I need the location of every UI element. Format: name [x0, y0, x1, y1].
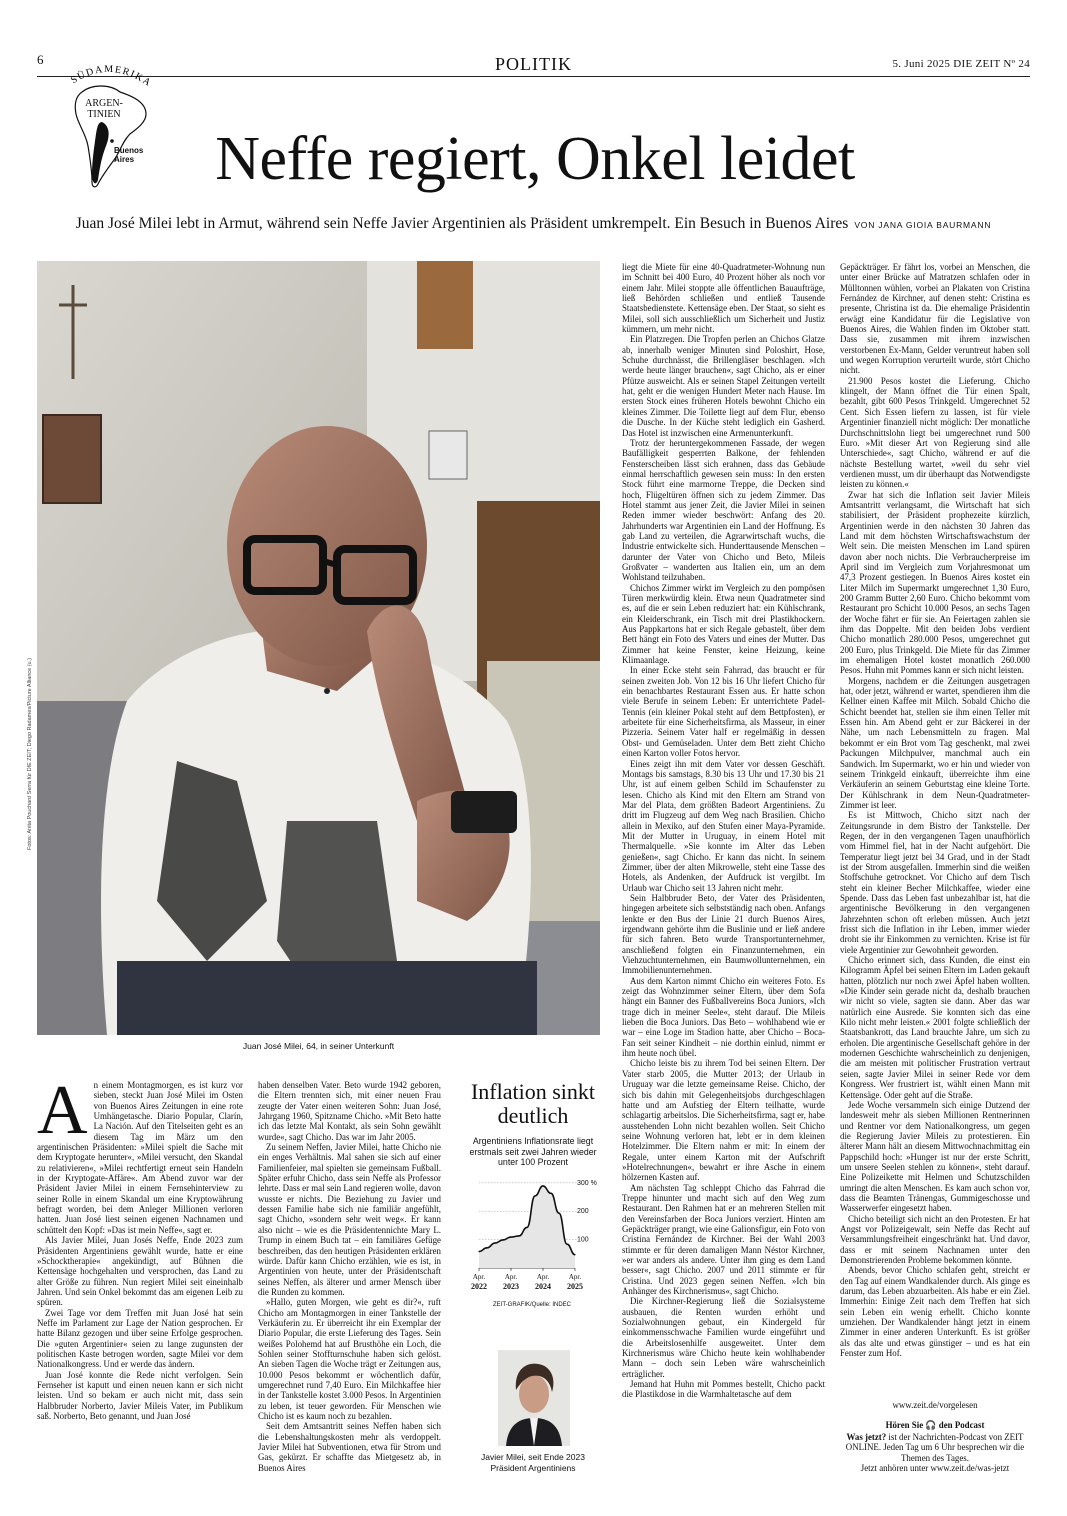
chart-title: Inflation sinkt deutlich	[470, 1079, 596, 1128]
article-paragraph: Morgens, nachdem er die Zeitungen ausgetragen hat, oder jetzt, während er wartet, spendieren ihm die Kellner einen Kaffee mit Milch. Sobald Chicho die Schicht beendet hat, stellen sie ihm einen Teller mit Essen hin. Am Abend geht er zur Bäckerei in der Nähe, um nach Lebensmitteln zu fragen. Mal bekommt er ein Brot vom Tag geschenkt, mal zwei Packungen Milchpulver, manchmal auch ein Sandwich. Im Supermarkt, wo er hin und wieder von seinem Trinkgeld einkauft, überreichte ihm eine Verkäuferin an seinem Geburtstag eine kleine Torte. Der Kühlschrank in dem Neun-Quadratmeter-Zimmer ist leer.	[840, 675, 1030, 810]
dateline: 5. Juni 2025 DIE ZEIT Nº 24	[892, 58, 1030, 70]
locator-map	[62, 62, 154, 190]
data-point	[534, 1195, 535, 1196]
article-paragraph: n einem Montagmorgen, es ist kurz vor sieben, steckt Juan José Milei im Osten von Buenos Aires Zeitungen in eine rote Umhängetasche. Diario Popular, Clarín, La Nación. Auf den Titelseiten geht es an diesem Tag im März um den argentinischen Präsidenten: »Milei spielt die Sache mit dem Kryptogate herunter«, »Milei versucht, den Skandal zu relativieren«, »Milei rechtfertigt erneut sein Handeln in der Kryptogate-Affäre«. Am Abend zuvor war der Präsident Javier Milei in einem Fernsehinterview zu seiner Rolle in einem Skandal um eine Kryptowährung befragt worden, bei dem Anleger Millionen verloren hatten. Juan José liest seinen eigenen Nachnamen und schüttelt den Kopf: »Das ist mein Neffe«, sagt er.	[37, 1080, 243, 1235]
data-point	[574, 1254, 575, 1255]
data-point	[478, 1251, 479, 1252]
article-paragraph: Eines zeigt ihn mit dem Vater vor dessen Geschäft. Montags bis samstags, 8.30 bis 13 Uhr und 17.30 bis 21 Uhr, ist auf einem gelben Schild im Schaufenster zu lesen. Chicho als Kind mit den Eltern am Strand von Mar del Plata, dem größten Badeort Argentiniens. Zu dritt im Flugzeug auf dem Weg nach Brasilien. Chicho allein in Mexiko, auf den Stufen einer Maya-Pyramide. Mit der Mutter in Uruguay, in einem Hotel mit Thermalquelle. »Sie konnte im Alter das Leben genießen«, sagt Chicho. Er kann das nicht. In seinem Zimmer, über der alten Mikrowelle, steht eine Tasse des Hotels, als Andenken, der Aufdruck ist vergilbt. Im Urlaub war Chicho seit 13 Jahren nicht mehr.	[622, 758, 825, 893]
data-point	[502, 1239, 503, 1240]
x-tick-year: 2022	[471, 1282, 487, 1291]
podcast-promo: Hören Sie 🎧 den Podcast	[885, 1420, 985, 1432]
data-point	[542, 1185, 543, 1186]
main-photo	[37, 261, 600, 1035]
article-paragraph: Zwar hat sich die Inflation seit Javier Mileis Amtsantritt verlangsamt, die Wirtschaft hat sich stabilisiert, der Präsident prophezeite kürzlich, Argentinien werde in den nächsten 30 Jahren das Land mit dem höchsten Wirtschaftswachstum der Welt sein. Die meisten Menschen im Land spüren davon aber noch nichts. Die Verbraucherpreise im April sind im Vergleich zum Vorjahresmonat um 47,3 Prozent gestiegen. In Buenos Aires kostet ein Liter Milch im Supermarkt umgerechnet 1,30 Euro, 200 Gramm Butter 2,60 Euro. Chicho bekommt vom Restaurant pro Schicht 10.000 Pesos, an sechs Tagen der Woche fährt er für sie. An Feiertagen zahlen sie ihm das Doppelte. Mit den beiden Jobs verdient Chicho monatlich 280.000 Pesos, umgerechnet gut 200 Euro, plus Trinkgeld. Die Miete für das Zimmer im ehemaligen Hotel kostet monatlich 260.000 Pesos. Huhn mit Pommes kann er sich nicht leisten.	[840, 489, 1030, 676]
podcast-description: Was jetzt? ist der Nachrichten-Podcast von ZEIT ONLINE. Jeden Tag um 6 Uhr besprechen wir die Themen des Tages.	[845, 1431, 1025, 1463]
article-paragraph: 21.900 Pesos kostet die Lieferung. Chicho klingelt, der Mann öffnet die Tür einen Spalt, bezahlt, gibt 600 Pesos Trinkgeld. Umgerechnet 52 Cent. Sich Essen liefern zu lassen, ist für viele Argentinier finanziell nicht möglich: Der monatliche Durchschnittslohn liegt bei umgerechnet rund 500 Euro. »Mit dieser Art von Regierung sind alle Unterschiede«, sagt Chicho, während er auf die nächste Bestellung wartet, »weil du sehr viel verdienen musst, um dir überhaupt das Notwendigste leisten zu können.«	[840, 375, 1030, 490]
x-tick-label: Apr.	[568, 1273, 582, 1281]
chart-source: ZEIT-GRAFIK/Quelle: INDEC	[493, 1302, 572, 1308]
article-column-1	[37, 1080, 243, 1485]
article-paragraph: Gepäckträger. Er fährt los, vorbei an Menschen, die unter einer Brücke auf Matratzen schlafen oder in Mülltonnen wühlen, vorbei an Plakaten von Cristina Fernández de Kirchner, auf denen steht: Cristina es presente, Christina ist da. Die ehemalige Präsidentin erwägt eine Kandidatur für die Legislative von Buenos Aires, die Wahlen finden im Oktober statt. Dass sie, zusammen mit ihrem inzwischen verstorbenen Ex-Mann, Gelder veruntreut haben soll und wegen Korruption verurteilt wurde, stört Chicho nicht.	[840, 262, 1030, 376]
article-paragraph: Juan José konnte die Rede nicht verfolgen. Sein Fernseher ist kaputt und einen neuen kann er sich nicht leisten. Und so bekam er auch nicht mit, dass sein Halbbruder Norberto, Javier Mileis Vater, im Publikum saß. Norberto, Beto genannt, und Juan José	[37, 1369, 243, 1421]
x-tick-label: Apr.	[536, 1273, 550, 1281]
article-paragraph: Zu seinem Neffen, Javier Milei, hatte Chicho nie ein enges Verhältnis. Mal sahen sie sich auf einer Familienfeier, mal spielten sie gemeinsam Fußball. Später erfuhr Chicho, dass sein Neffe als Professor lehrte. Dass er mal sein Land regieren wolle, davon wusste er nichts. Die Beziehung zu Javier und dessen Familie habe sich nie familiär angefühlt, sagt Chicho, »sondern sehr weit weg«. Er kann also nicht – wie es die Präsidentennichte Mary L. Trump in einem Buch tat – ein familiäres Gefüge beschreiben, das den heutigen Präsidenten erklären würde. Dafür kann Chicho erzählen, wie es ist, in Argentinien von heute, unter der Präsidentschaft seines Neffen, als älterer und armer Mensch über die Runden zu kommen.	[258, 1142, 441, 1297]
chart-subtitle: Argentiniens Inflationsrate liegt erstmals seit zwei Jahren wieder unter 100 Prozent	[469, 1136, 597, 1167]
inflation-chart	[463, 1172, 603, 1304]
header-rule	[37, 76, 1030, 77]
x-tick-label: Apr.	[504, 1273, 518, 1281]
portrait-illustration	[37, 261, 600, 1035]
y-tick-label: 300 %	[577, 1179, 597, 1187]
map-city-label: Buenos Aires	[114, 146, 144, 164]
article-paragraph: Chicho beteiligt sich nicht an den Protesten. Er hat Angst vor Polizeigewalt, sein Neffe das Recht auf Versammlungsfreiheit eingeschränkt hat. Und davor, dass er mit seinem Nachnamen unter den Demonstrierenden Probleme bekommen könnte.	[840, 1213, 1030, 1265]
data-point	[558, 1213, 559, 1214]
article-paragraph: haben denselben Vater. Beto wurde 1942 geboren, die Eltern trennten sich, mit einer neuen Frau zeugte der Vater einen weiteren Sohn: Juan José, Jahrgang 1960, Spitzname Chicho. »Mit Beto hatte ich das letzte Mal Kontakt, als sein Sohn gewählt wurde«, sagt Chicho. Das war im Jahr 2005.	[258, 1080, 441, 1142]
x-tick-year: 2025	[567, 1282, 583, 1291]
page-number: 6	[37, 52, 44, 67]
article-paragraph: Sein Halbbruder Beto, der Vater des Präsidenten, hingegen arbeitete sich selbstständig nach oben. Anfangs lenkte er den Bus der Linie 21 durch Buenos Aires, irgendwann gehörte ihm die Buslinie und er ließ andere für sich fahren. Beto wurde Transportunternehmer, anschließend folgten ein Finanzunternehmen, ein Viehzuchtunternehmen, ein Baumwollunternehmen, ein Immobilienunternehmen.	[622, 892, 825, 976]
data-point	[486, 1247, 487, 1248]
data-point	[494, 1242, 495, 1243]
article-paragraph: Jede Woche versammeln sich einige Dutzend der landesweit mehr als sieben Millionen Rentnerinnen und Rentner vor dem Nationalkongress, um gegen die Regierung Javier Mileis zu protestieren. Ein älterer Mann hält an diesem Mittwochnachmittag ein Pappschild hoch: »Hunger ist nur der erste Schritt, um unsere Seelen stehlen zu können«, steht darauf. Eine Polizeikette mit Helmen und Schutzschilden umringt die alten Menschen. Es kam auch schon vor, dass die Beamten Tränengas, Gummigeschosse und Wasserwerfer eingesetzt haben.	[840, 1099, 1030, 1214]
article-paragraph: Chicho leiste bis zu ihrem Tod bei seinen Eltern. Der Vater starb 2005, die Mutter 2013; der Urlaub in Uruguay war die letzte gemeinsame Reise. Chicho, der sich bis dahin mit Gelegenheitsjobs durchgeschlagen hatte und am Aufstieg der Eltern teilhatte, wurde schlagartig arbeitslos. Die Sicherheitsfirma, sagt er, habe ausstehenden Lohn nicht bezahlen wollen. Seit Chicho seine Wohnung verloren hat, lebt er in dem kleinen Hotelzimmer. Die Eltern nahm er mit: In einem der Regale, unter einem Karton mit der Aufschrift »Hotelrechnungen«, bewahrt er ihre Asche in einem hölzernen Kasten auf.	[622, 1058, 825, 1183]
map-region-label: SÜDAMERIKA	[69, 63, 154, 90]
article-paragraph: Jemand hat Huhn mit Pommes bestellt, Chicho packt die Plastikdose in die Warmhaltetasche auf dem	[622, 1379, 825, 1400]
south-america-map-icon	[62, 62, 154, 190]
photo-caption: Juan José Milei, 64, in seiner Unterkunft	[242, 1041, 395, 1051]
article-paragraph: Ein Platzregen. Die Tropfen perlen an Chichos Glatze ab, innerhalb weniger Minuten sind Poloshirt, Hose, Schuhe durchnässt, die Brillengläser beschlagen. »Ich werde heute länger brauchen«, sagt Chicho, als er einer Pfütze ausweicht. Als er seinen Stapel Zeitungen verteilt hat, geht er die wenigen Hundert Meter nach Hause. Im ersten Stock eines früheren Hotels bewohnt Chicho ein kleines Zimmer. Die Toilette liegt auf dem Flur, ebenso die Dusche. In der Küche steht lediglich ein Gasherd. Das Hotel ist inzwischen eine Armenunterkunft.	[622, 334, 825, 438]
article-paragraph: Trotz der heruntergekommenen Fassade, der wegen Baufälligkeit gesperrten Balkone, der fehlenden Fensterscheiben lässt sich erahnen, dass das Gebäude einmal herrschaftlich gewesen sein muss: In den ersten Stock führt eine marmorne Treppe, die Decken sind hoch, Flügeltüren öffnen sich zu jedem Zimmer. Das Hotel stammt aus jener Zeit, die Javier Milei in seinen Reden immer wieder beschwört: Anfang des 20. Jahrhunderts war Argentinien ein Land der Hoffnung. Es gab Land zu verteilen, die Agrarwirtschaft wuchs, die Industrie entwickelte sich. Hunderttausende Menschen – darunter der Vater von Chicho und Beto, Mileis Großvater – wanderten aus Italien ein, um an dem Wohlstand teilzuhaben.	[622, 437, 825, 583]
article-paragraph: Als Javier Milei, Juan Josés Neffe, Ende 2023 zum Präsidenten Argentiniens gewählt wurde, hatte er eine »Schocktherapie« angekündigt, auf Bühnen die Kettensäge hochgehalten und versprochen, das Land zu alter Größe zu führen. Nun regiert Milei seit eineinhalb Jahren. Und sein Onkel bekommt das am eigenen Leib zu spüren.	[37, 1235, 243, 1308]
inset-caption: Javier Milei, seit Ende 2023 Präsident Argentiniens	[481, 1452, 585, 1473]
x-tick-year: 2023	[503, 1282, 519, 1291]
article-paragraph: »Hallo, guten Morgen, wie geht es dir?«, ruft Chicho am Montagmorgen in einer Tankstelle der Verkäuferin zu. Er überreicht ihr ein Exemplar der Diario Popular, die erste Lieferung des Tages. Sein weißes Polohemd hat auf Brusthöhe ein Loch, die Sohlen seiner Stoffturnschuhe haben sich gelöst. An sieben Tagen die Woche trägt er Zeitungen aus, 10.000 Pesos bekommt er wöchentlich dafür, umgerechnet rund 7,40 Euro. Ein Milchkaffee hier in der Tankstelle kostet 3.000 Pesos. In Argentinien zu leben, ist teuer geworden. Für Menschen wie Chicho ist es kaum noch zu bezahlen.	[258, 1297, 441, 1421]
article-paragraph: Die Kirchner-Regierung ließ die Sozialsysteme ausbauen, die Renten wurden erhöht und Sozialwohnungen gebaut, ein Kindergeld für einkommensschwache Familien wurde eingeführt und die Arbeitslosenhilfe ausgeweitet. Unter dem Kirchnerismus wäre Chicho heute kein wohlhabender Mann – doch sein Leben wäre wahrscheinlich erträglicher.	[622, 1296, 825, 1379]
standfirst: Juan José Milei lebt in Armut, während sein Neffe Javier Argentinien als Präsident umkrempelt. Ein Besuch in Buenos Aires VON JANA GIOIA BAURMANN	[75, 215, 992, 232]
vorgelesen-link[interactable]: www.zeit.de/vorgelesen	[892, 1400, 978, 1410]
headline: Neffe regiert, Onkel leidet	[215, 125, 855, 193]
data-point	[510, 1236, 511, 1237]
y-tick-label: 200	[577, 1208, 589, 1216]
data-point	[518, 1235, 519, 1236]
podcast-link[interactable]: Jetzt anhören unter www.zeit.de/was-jetzt	[860, 1463, 1010, 1474]
inflation-chart-box	[463, 1080, 603, 1314]
article-paragraph: Zwei Tage vor dem Treffen mit Juan José hat sein Neffe im Parlament zur Lage der Nation gesprochen. Er hatte Bilanz gezogen und über seine Erfolge gesprochen. Die »guten Argentinier« seien zu lange zugunsten der politischen Kaste betrogen worden, sagte Milei vor dem Nationalkongress. Und er werde das ändern.	[37, 1307, 243, 1370]
byline: VON JANA GIOIA BAURMANN	[854, 220, 992, 230]
article-paragraph: Abends, bevor Chicho schlafen geht, streicht er den Tag auf einem Wandkalender durch. Als ginge es darum, das Leben abzuarbeiten. Als habe er ein Ziel. Immerhin: Einige Zeit nach dem Treffen hat sich sein Leben ein wenig erhellt. Chicho konnte umziehen. Der Wandkalender hängt jetzt in einem Zimmer in einer anderen Unterkunft. Es ist größer als das alte und etwas günstiger – und es hat ein Fenster zum Hof.	[840, 1265, 1030, 1359]
article-paragraph: In einer Ecke steht sein Fahrrad, das braucht er für seinen zweiten Job. Von 12 bis 16 Uhr liefert Chicho für ein benachbartes Restaurant Essen aus. Er hatte schon viele Berufe in seinem Leben: Er unterrichtete Padel-Tennis (ein kleiner Pokal steht auf dem Bettpfosten), er arbeitete für eine Sicherheitsfirma, als Masseur, in einer Pizzeria. Seinem Vater half er regelmäßig in dessen Obst- und Gemüseladen. Unter dem Bett zieht Chicho einen Karton voller Fotos hervor.	[622, 665, 825, 759]
article-paragraph: Am nächsten Tag schleppt Chicho das Fahrrad die Treppe hinunter und macht sich auf den Weg zum Restaurant. Den Rahmen hat er an mehreren Stellen mit den Vereinsfarben der Boca Juniors verziert. Hinten am Gepäckträger prangt, wie eine Galionsfigur, ein Foto von Cristina Fernández de Kirchner. Bei der Wahl 2003 stimmte er für deren damaligen Mann Néstor Kirchner, »er war anders als andere. Unter ihm ging es dem Land besser«, sagt Chicho. 2007 und 2011 stimmte er für Cristina. Und 2023 gegen seinen Neffen. »Ich bin Anhänger des Kirchnerismus«, sagt Chicho.	[622, 1182, 825, 1297]
article-paragraph: Aus dem Karton nimmt Chicho ein weiteres Foto. Es zeigt das Wohnzimmer seiner Eltern, über dem Sofa hängt ein Banner des Fußballvereins Boca Juniors, »Ich trage dich in meiner Seele«, steht darauf. Die Mileis lieben die Boca Juniors. Das Beto – wohlhabend wie er war – eine Loge im Stadion hatte, aber Chicho – Boca-Fan seit seiner Kindheit – nie dorthin einlud, nimmt er ihm heute noch übel.	[622, 975, 825, 1059]
javier-milei-portrait	[498, 1350, 570, 1446]
article-paragraph: Seit dem Amtsantritt seines Neffen haben sich die Lebenshaltungskosten mehr als verdoppelt. Javier Milei hat Subventionen, etwa für Strom und Gas, gekürzt. Er schaffte das Mietgesetz ab, in Buenos Aires	[258, 1421, 441, 1473]
x-tick-label: Apr.	[472, 1273, 486, 1281]
section-label: POLITIK	[495, 54, 572, 74]
article-paragraph: Chicho erinnert sich, dass Kunden, die einst ein Kilogramm Äpfel bei seinen Eltern im Laden gekauft hatten, plötzlich nur noch zwei Äpfel haben wollten. »Die Kinder sein gerade nicht da, deshalb brauchen wir nicht so viele, sagten sie dann. Aber das war natürlich eine Ausrede. Sie konnten sich das eine Kilo nicht mehr leisten.« 2001 folgte schließlich der Staatsbankrott, das Land brauchte Jahre, um sich zu erholen. Die argentinische Gesellschaft gehöre in der modernen Geschichte wahrscheinlich zu denjenigen, die am meisten mit politischer Frustration vertraut seien, sagte Javier Milei in seiner Rede vor dem Kongress. Wer frustriert ist, wählt einen Mann mit Kettensäge. Oder geht auf die Straße.	[840, 955, 1030, 1100]
data-point	[566, 1244, 567, 1245]
article-column-2	[258, 1080, 441, 1485]
map-country-label: ARGEN- TINIEN	[85, 98, 123, 120]
article-column-4	[840, 262, 1030, 1387]
inset-photo	[498, 1350, 570, 1446]
x-tick-year: 2024	[535, 1282, 551, 1291]
data-point	[526, 1227, 527, 1228]
article-column-3	[622, 262, 825, 1488]
article-footer	[840, 1400, 1030, 1473]
photo-credit: Fotos: Anita Pouchard Serra für DIE ZEIT; Diego Radames/Picture Alliance (u.)	[27, 658, 33, 850]
drop-cap: A	[37, 1080, 88, 1149]
article-paragraph: Es ist Mittwoch, Chicho sitzt nach der Zeitungsrunde in dem Bistro der Tankstelle. Der Regen, der in den vergangenen Tagen unaufhörlich vom Himmel fiel, hat in der Nacht aufgehört. Die Temperatur liegt jetzt bei 34 Grad, und in der Stadt ist der Strom ausgefallen. Immerhin sind die weißen Stoffschuhe getrocknet. Vor Chicho auf dem Tisch steht ein kleiner Becher Milchkaffee, wieder eine Spende. Dass das Leben fast unbezahlbar ist, hat die argentinische Bevölkerung in den vergangenen Jahrzehnten schon oft erleben müssen. Auch jetzt frisst sich die Inflation in ihr Leben, immer wieder droht sie ihr Einkommen zu vernichten. Krise ist für viele Argentinier zur Gewohnheit geworden.	[840, 810, 1030, 955]
headphones-icon: 🎧	[925, 1421, 937, 1432]
article-paragraph: liegt die Miete für eine 40-Quadratmeter-Wohnung nun im Schnitt bei 400 Euro, 40 Prozent höher als noch vor einem Jahr. Milei stoppte alle öffentlichen Bauaufträge, ließ Behörden schließen und entließ Tausende Staatsbedienstete. Kettensäge eben. Der Staat, so sieht es Milei, soll sich ausschließlich um Sicherheit und Justiz kümmern, um mehr nicht.	[622, 262, 825, 335]
article-paragraph: Chichos Zimmer wirkt im Vergleich zu den pompösen Türen merkwürdig klein. Etwa neun Quadratmeter sind es, auf die er sein Leben reduziert hat: ein Kühlschrank, ein Kleiderschrank, ein Tisch mit drei Plastikhockern. Aus Pappkartons hat er sich Regale gebastelt, über dem Bett hängt ein Foto des Vaters und eines der Mutter. Das Zimmer hat keine Fenster, keine Heizung, keine Klimaanlage.	[622, 582, 825, 666]
y-tick-label: 100	[577, 1236, 589, 1244]
data-point	[550, 1193, 551, 1194]
